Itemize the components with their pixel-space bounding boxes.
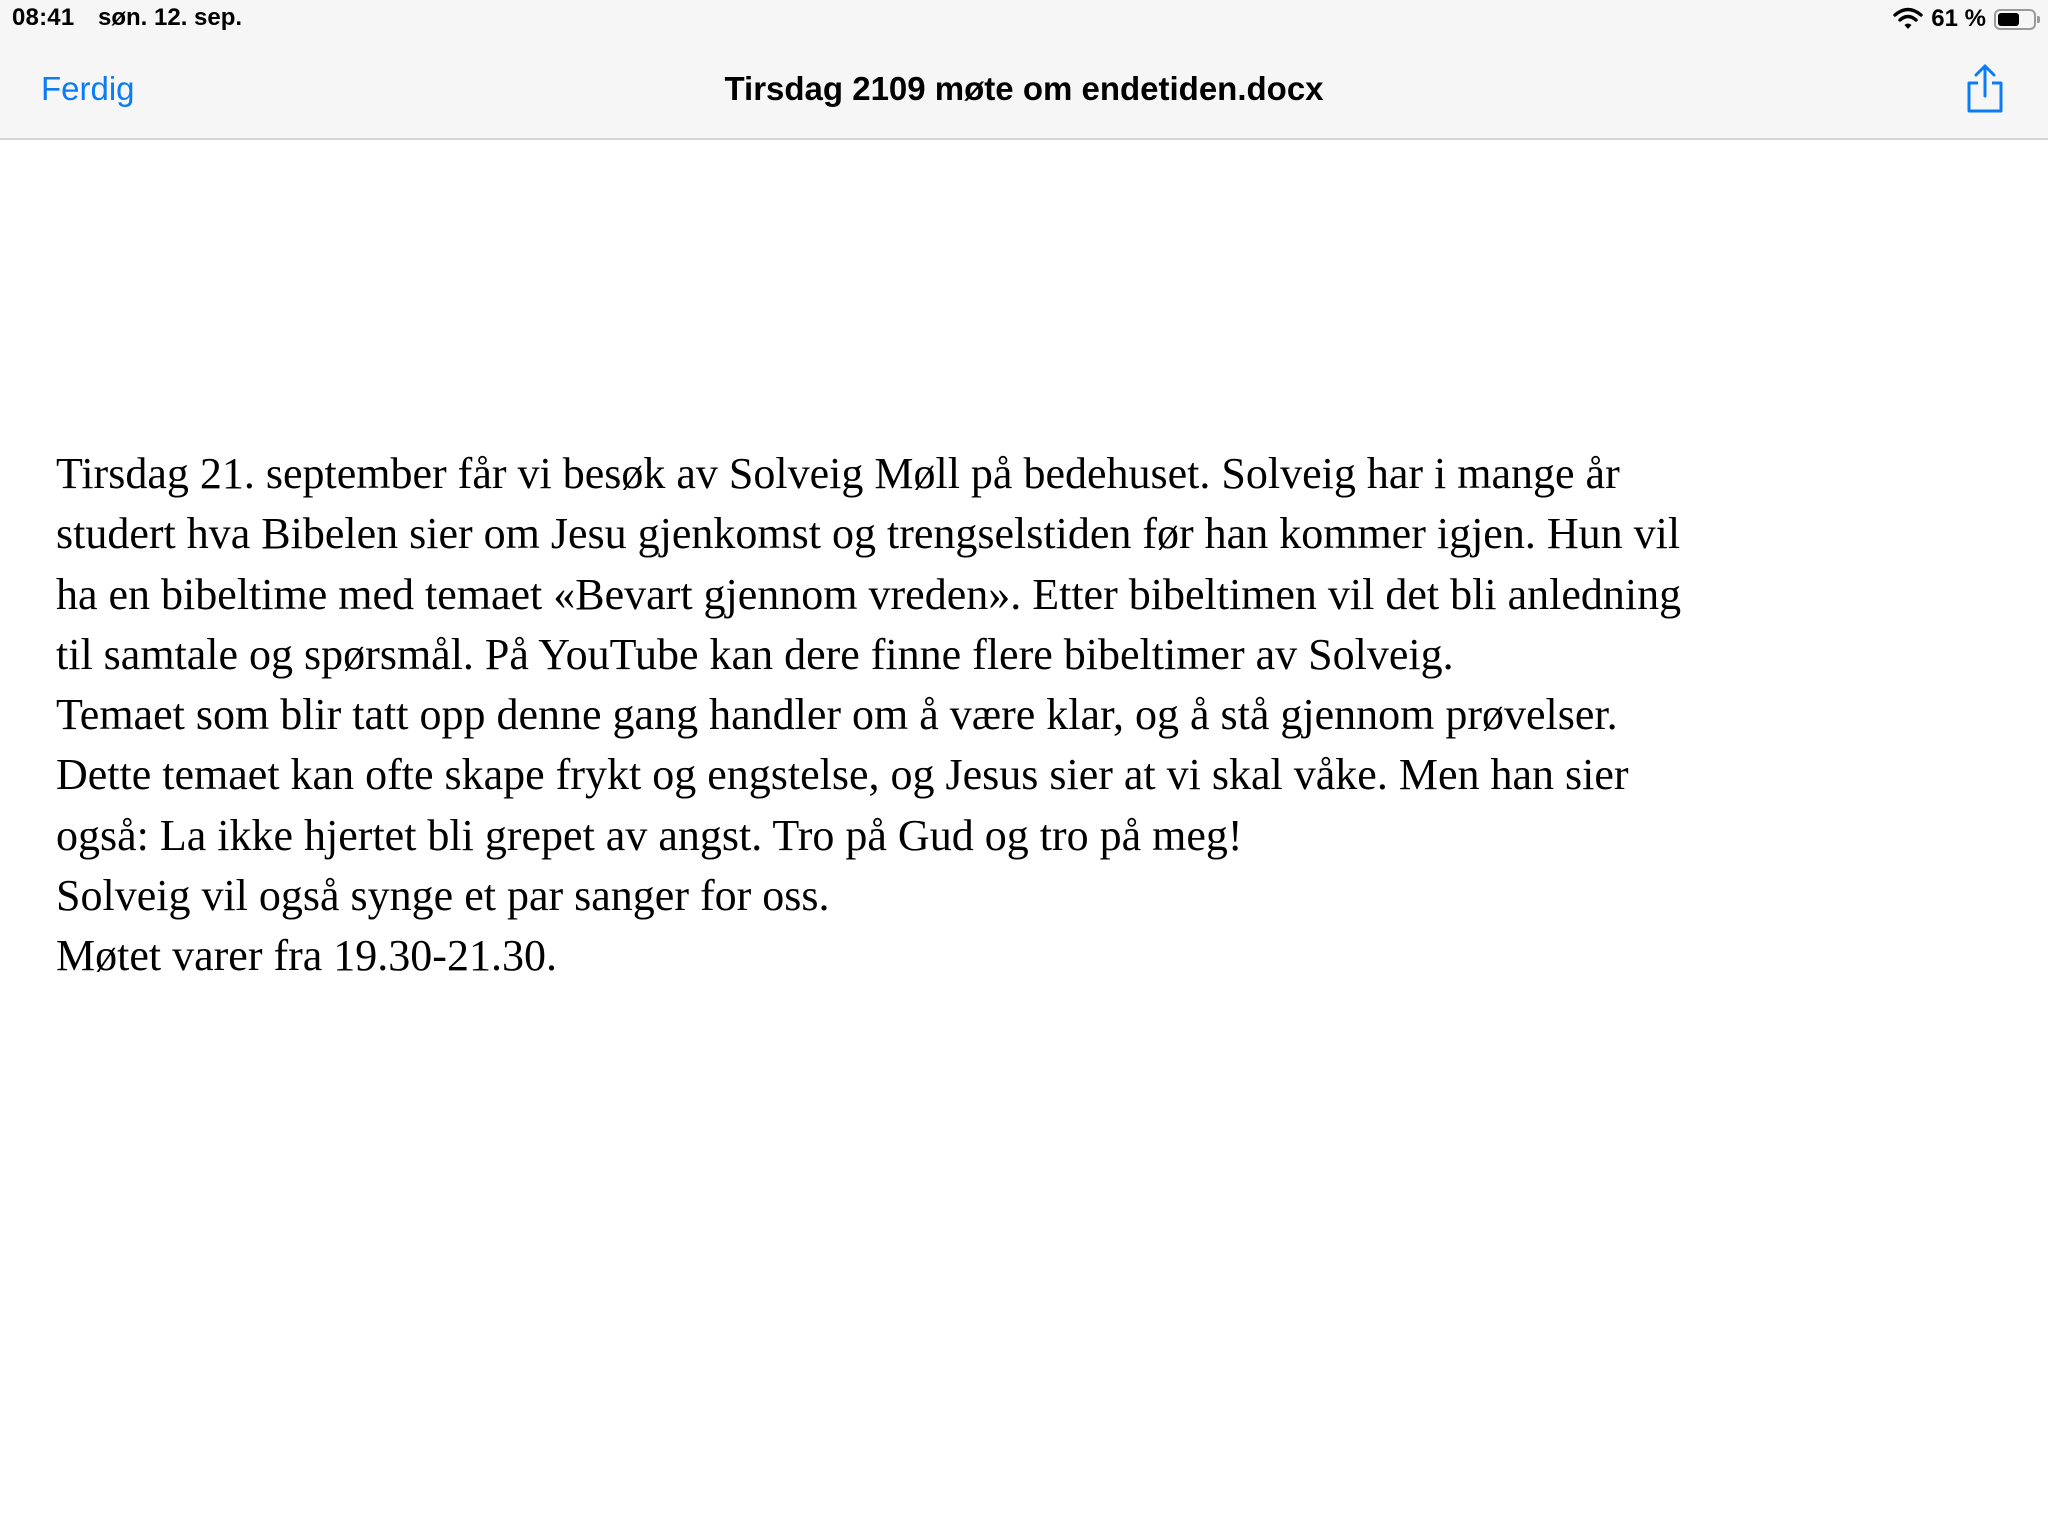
- status-indicators: [1893, 4, 2036, 34]
- document-line: Tirsdag 21. september får vi besøk av Solveig Møll på bedehuset. Solveig har i mange år: [56, 449, 1620, 498]
- top-bar: [0, 0, 2048, 140]
- done-button[interactable]: Ferdig: [41, 70, 135, 107]
- document-line: Temaet som blir tatt opp denne gang handler om å være klar, og å stå gjennom prøvelser.: [56, 690, 1618, 740]
- status-time: 08:41: [12, 4, 75, 31]
- share-icon[interactable]: [1962, 62, 2008, 116]
- battery-level-fill: [1998, 13, 2019, 26]
- battery-percentage: 61 %: [1931, 5, 1986, 32]
- document-line: også: La ikke hjertet bli grepet av angst. Tro på Gud og tro på meg!: [56, 810, 1243, 860]
- document-line: Dette temaet kan ofte skape frykt og engstelse, og Jesus sier at vi skal våke. Men han sier: [56, 750, 1629, 800]
- document-line: studert hva Bibelen sier om Jesu gjenkomst og trengselstiden før han kommer igjen. Hun vil: [56, 509, 1681, 559]
- document-title: Tirsdag 2109 møte om endetiden.docx: [724, 70, 1324, 107]
- battery-icon: [1994, 9, 2036, 30]
- document-line: Solveig vil også synge et par sanger for oss.: [56, 871, 830, 921]
- battery-cap: [2037, 16, 2040, 23]
- document-line: ha en bibeltime med temaet «Bevart gjennom vreden». Etter bibeltimen vil det bli anledning: [56, 569, 1682, 619]
- status-date: søn. 12. sep.: [98, 4, 243, 31]
- wifi-icon: [1893, 7, 1923, 31]
- document-body: [56, 444, 2016, 987]
- document-line: til samtale og spørsmål. På YouTube kan dere finne flere bibeltimer av Solveig.: [56, 629, 1454, 679]
- document-line: Møtet varer fra 19.30-21.30.: [56, 931, 557, 981]
